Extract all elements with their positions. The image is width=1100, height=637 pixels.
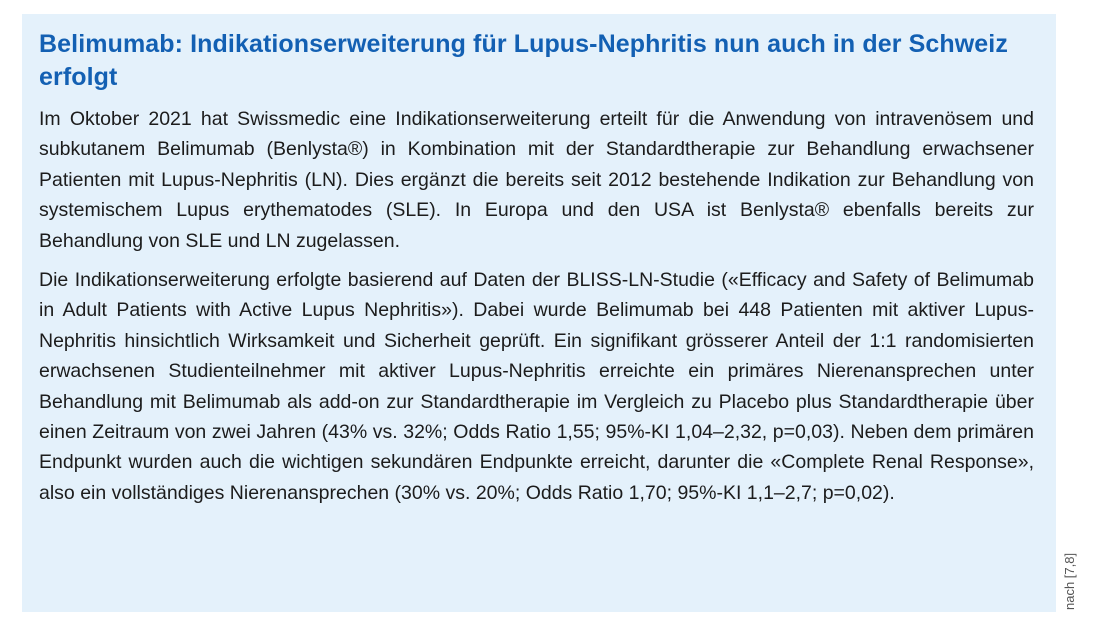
info-box bbox=[22, 14, 1056, 612]
box-title: Belimumab: Indikationserweiterung für Lupus-Nephritis nun auch in der Schweiz erfolgt bbox=[39, 30, 1008, 91]
source-reference: nach [7,8] bbox=[1062, 552, 1077, 610]
paragraph-study: Die Indikationserweiterung erfolgte basierend auf Daten der BLISS-LN-Studie («Efficacy and Safety of Belimumab in Adult Patients with Active Lupus Nephritis»). Dabei wurde Belimumab bei 448 Patienten mit aktiver Lupus-Nephritis hinsichtlich Wirksamkeit und Sicherheit geprüft. Ein signifikant grösserer Anteil der 1:1 randomisierten erwachsenen Studienteilnehmer mit aktiver Lupus-Nephritis erreichte ein primäres Nierenansprechen unter Behandlung mit Belimumab als add-on zur Standardtherapie im Vergleich zu Placebo plus Standardtherapie über einen Zeitraum von zwei Jahren (43% vs. 32%; Odds Ratio 1,55; 95%-KI 1,04–2,32, p=0,03). Neben dem primären Endpunkt wurden auch die wichtigen sekundären Endpunkte erreicht, darunter die «Complete Renal Response», also ein vollständiges Nierenansprechen (30% vs. 20%; Odds Ratio 1,70; 95%-KI 1,1–2,7; p=0,02). bbox=[39, 269, 1034, 504]
paragraph-approval: Im Oktober 2021 hat Swissmedic eine Indikationserweiterung erteilt für die Anwendung von intravenösem und subkutanem Belimumab (Benlysta®) in Kombination mit der Standardtherapie zur Behandlung erwachsener Patienten mit Lupus-Nephritis (LN). Dies ergänzt die bereits seit 2012 bestehende Indikation zur Behandlung von systemischem Lupus erythematodes (SLE). In Europa und den USA ist Benlysta® ebenfalls bereits zur Behandlung von SLE und LN zugelassen. bbox=[39, 108, 1034, 252]
